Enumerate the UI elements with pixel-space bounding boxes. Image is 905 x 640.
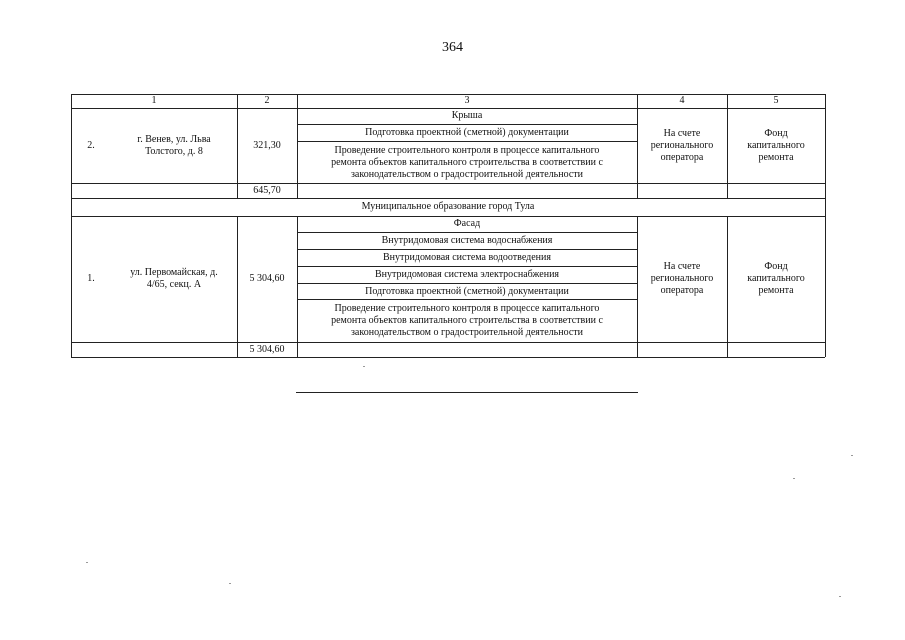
row2-work-2: Внутридомовая система водоснабжения — [381, 235, 553, 246]
table-border — [71, 216, 72, 357]
row1-col4: На счете регионального оператора — [650, 127, 714, 163]
table-border — [297, 216, 298, 357]
table-border — [297, 94, 298, 198]
table-border — [71, 198, 825, 199]
table-border — [297, 124, 637, 125]
row2-work-6: Проведение строительного контроля в процессе капитального ремонта объектов капитального строительства в соответствии с законодательством о градостроительной деятельности — [331, 303, 603, 338]
scan-speck — [363, 366, 365, 367]
row1-work-2: Подготовка проектной (сметной) документации — [365, 127, 569, 138]
row2-work-3: Внутридомовая система водоотведения — [383, 252, 551, 263]
row1-work-1: Крыша — [451, 110, 483, 121]
table-border — [297, 141, 637, 142]
table-border — [71, 342, 825, 343]
closing-rule — [296, 392, 638, 393]
row2-cost: 5 304,60 — [249, 273, 285, 284]
row2-work-4: Внутридомовая система электроснабжения — [374, 269, 560, 280]
row1-work-3: Проведение строительного контроля в процессе капитального ремонта объектов капитального строительства в соответствии с законодательством о градостроительной деятельности — [331, 144, 603, 180]
table-border — [297, 232, 637, 233]
row1-number: 2. — [87, 139, 95, 151]
scan-speck — [851, 455, 853, 456]
table-border — [237, 216, 238, 357]
scan-speck — [839, 596, 841, 597]
table-border — [297, 249, 637, 250]
table-border — [637, 94, 638, 198]
table-border — [71, 357, 825, 358]
row1-cost: 321,30 — [253, 139, 281, 151]
table-border — [825, 94, 826, 198]
scan-speck — [229, 583, 231, 584]
row2-work-5: Подготовка проектной (сметной) документации — [365, 286, 569, 297]
table-border — [297, 283, 637, 284]
header-col-2: 2 — [264, 95, 270, 106]
row2-address: ул. Первомайская, д. 4/65, секц. А — [130, 267, 218, 290]
table-border — [825, 198, 826, 216]
header-col-4: 4 — [679, 95, 685, 106]
table-border — [727, 216, 728, 357]
header-col-1: 1 — [151, 95, 157, 106]
row2-col4: На счете регионального оператора — [650, 261, 714, 296]
table-border — [71, 183, 825, 184]
table-border — [71, 94, 825, 95]
row2-total: 5 304,60 — [249, 343, 285, 355]
scan-speck — [86, 562, 88, 563]
table-border — [727, 94, 728, 198]
row2-col5: Фонд капитального ремонта — [747, 261, 805, 296]
header-col-5: 5 — [773, 95, 779, 106]
row2-work-1: Фасад — [453, 218, 481, 229]
table-border — [71, 198, 72, 216]
municipality-row: Муниципальное образование город Тула — [361, 201, 535, 212]
table-border — [297, 299, 637, 300]
page-number: 364 — [442, 40, 463, 55]
table-border — [237, 94, 238, 198]
table-border — [71, 94, 72, 198]
row1-address: г. Венев, ул. Льва Толстого, д. 8 — [137, 133, 211, 157]
header-col-3: 3 — [464, 95, 470, 106]
row1-col5: Фонд капитального ремонта — [747, 127, 805, 163]
row1-total: 645,70 — [253, 184, 281, 196]
table-border — [297, 266, 637, 267]
table-border — [71, 216, 825, 217]
table-border — [71, 108, 825, 109]
scan-speck — [793, 478, 795, 479]
row2-number: 1. — [87, 273, 95, 284]
table-border — [637, 216, 638, 357]
table-border — [825, 216, 826, 357]
